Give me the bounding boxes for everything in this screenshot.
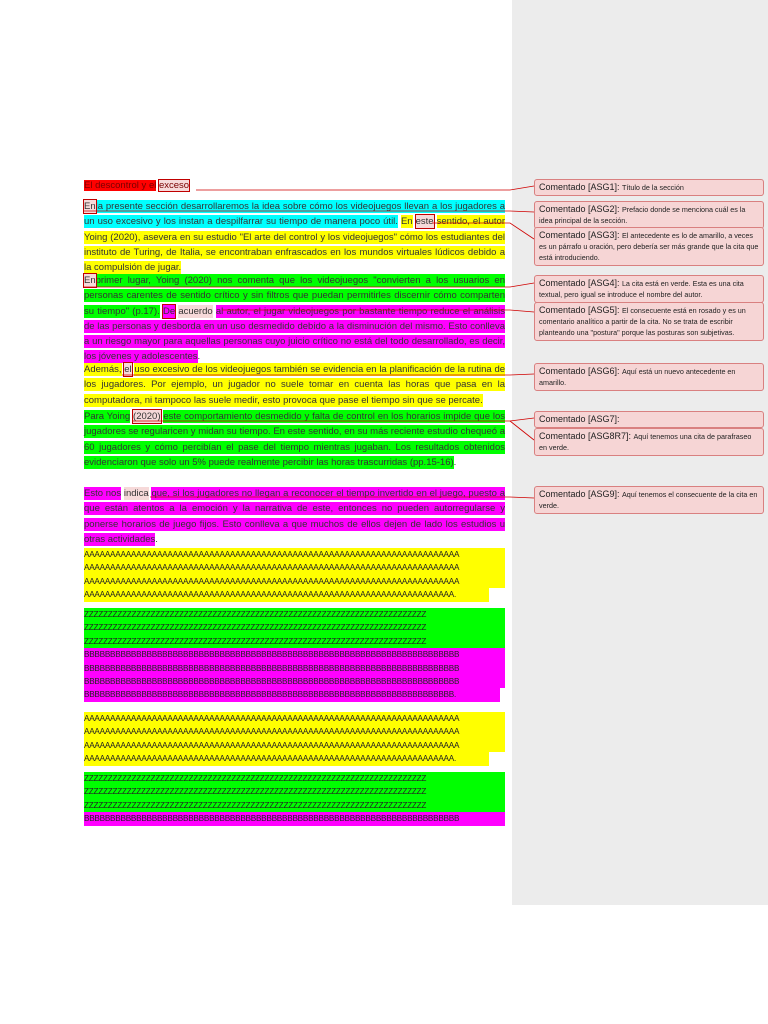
filler-line: ZZZZZZZZZZZZZZZZZZZZZZZZZZZZZZZZZZZZZZZZZZZZZZZZZZZZZZZZZZZZZZZZZZZZZZZZ <box>84 608 505 621</box>
filler-line: AAAAAAAAAAAAAAAAAAAAAAAAAAAAAAAAAAAAAAAAAAAAAAAAAAAAAAAAAAAAAAAAAAAAAAAA <box>84 548 505 561</box>
comment-text: El antecedente es lo de amarillo, a veces es un párrafo u oración, pero debería ser más grande que la cita que está introduciendo. <box>539 231 759 262</box>
filler-line: AAAAAAAAAAAAAAAAAAAAAAAAAAAAAAAAAAAAAAAAAAAAAAAAAAAAAAAAAAAAAAAAAAAAAAAA <box>84 739 505 752</box>
p2-en: En <box>84 275 96 286</box>
comment-asg5[interactable] <box>534 302 764 341</box>
comment-label: Comentado [ASG6]: <box>539 366 620 376</box>
comment-text: Prefacio donde se menciona cuál es la idea principal de la sección. <box>539 205 746 225</box>
comment-asg1[interactable] <box>534 179 764 196</box>
filler-line: ZZZZZZZZZZZZZZZZZZZZZZZZZZZZZZZZZZZZZZZZZZZZZZZZZZZZZZZZZZZZZZZZZZZZZZZZ <box>84 621 505 634</box>
p2-quote: primer lugar, Yoing (2020) nos comenta que los videojuegos "convierten a los usuarios en personas carentes de sentido crítico y sin filtros que puedan permitirles discernir cómo comparten su tiempo" (p.17). <box>84 275 505 317</box>
comment-asg3[interactable] <box>534 227 764 266</box>
comment-text: Título de la sección <box>621 183 684 192</box>
filler-line: BBBBBBBBBBBBBBBBBBBBBBBBBBBBBBBBBBBBBBBBBBBBBBBBBBBBBBBBBBBBBBBBBBBBBBBB <box>84 648 505 661</box>
paragraph-3[interactable] <box>84 362 505 408</box>
p1-en: En <box>400 216 413 228</box>
filler-block-zb1[interactable] <box>84 608 505 702</box>
comment-label: Comentado [ASG1]: <box>539 182 620 192</box>
p4-paraphrase: este comportamiento desmedido y falta de control en los horarios impide que los jugadores se regularicen y midan su tiempo. En este sentido, en su más reciente estudio chequeó a 60 jugadores y cómo percibían el pase del tiempo mientras jugaban. Los resultados obtenidos evidenciaron que solo un 5% puede realmente percibir las horas trascurridas (pp.15-16) <box>84 411 505 468</box>
paragraph-4[interactable] <box>84 409 505 470</box>
section-title[interactable] <box>84 179 189 192</box>
filler-line: ZZZZZZZZZZZZZZZZZZZZZZZZZZZZZZZZZZZZZZZZZZZZZZZZZZZZZZZZZZZZZZZZZZZZZZZZ <box>84 799 505 812</box>
comment-asg9[interactable] <box>534 486 764 514</box>
p1-anchor-en: En <box>84 201 96 212</box>
title-part-2: exceso <box>158 180 190 191</box>
p4-para-yoing: Para Yoing <box>84 411 131 422</box>
comment-text: Aquí está un nuevo antecedente en amarillo. <box>539 367 736 387</box>
filler-line: BBBBBBBBBBBBBBBBBBBBBBBBBBBBBBBBBBBBBBBBBBBBBBBBBBBBBBBBBBBBBBBBBBBBBBB. <box>84 688 500 701</box>
comment-label: Comentado [ASG2]: <box>539 204 620 214</box>
filler-block-a1[interactable] <box>84 548 505 602</box>
comment-label: Comentado [ASG8R7]: <box>539 431 632 441</box>
p5-consequent: que, si los jugadores no llegan a reconocer el tiempo invertido en el juego, puesto a que están atentos a la emoción y la narrativa de este, entonces no pueden autorregularse y ponerse horarios de juego fijos. Esto conlleva a que muchos de ellos dejen de lado los estudios u otras actividades <box>84 488 506 545</box>
filler-line: AAAAAAAAAAAAAAAAAAAAAAAAAAAAAAAAAAAAAAAAAAAAAAAAAAAAAAAAAAAAAAAAAAAAAAA. <box>84 588 489 601</box>
title-part-1: El descontrol y el <box>84 180 157 191</box>
comment-asg7[interactable] <box>534 411 764 428</box>
p2-consequent: al autor, el jugar videojuegos por bastante tiempo reduce el análisis de las personas y desborda en un uso desmedido debido a la disminución del mismo. Esto conlleva a un riesgo mayor para aquellas personas cuyo juicio crítico no está del todo desarrollado, es decir, los jóvenes y adolescentes <box>84 305 506 363</box>
comment-label: Comentado [ASG7]: <box>539 414 620 424</box>
paragraph-5[interactable] <box>84 486 505 547</box>
comment-asg2[interactable] <box>534 201 764 229</box>
p5-esto-nos: Esto nos <box>84 488 122 499</box>
filler-line: AAAAAAAAAAAAAAAAAAAAAAAAAAAAAAAAAAAAAAAAAAAAAAAAAAAAAAAAAAAAAAAAAAAAAAAA <box>84 712 505 725</box>
p3-antecedent: uso excesivo de los videojuegos también se evidencia en la planificación de la rutina de los jugadores. Por ejemplo, un jugador no suele tomar en cuenta las horas que pasa en la computadora, ni tampoco las suele medir, esto provoca que pase el tiempo sin que se percate. <box>84 364 506 406</box>
filler-line: AAAAAAAAAAAAAAAAAAAAAAAAAAAAAAAAAAAAAAAAAAAAAAAAAAAAAAAAAAAAAAAAAAAAAAAA <box>84 575 505 588</box>
p2-acuerdo: acuerdo <box>178 305 213 317</box>
p3-ademas: Además, <box>84 364 122 375</box>
comment-label: Comentado [ASG9]: <box>539 489 620 499</box>
filler-line: ZZZZZZZZZZZZZZZZZZZZZZZZZZZZZZZZZZZZZZZZZZZZZZZZZZZZZZZZZZZZZZZZZZZZZZZZ <box>84 772 505 785</box>
p3-el: el <box>124 364 132 375</box>
filler-block-zb2[interactable] <box>84 772 505 826</box>
filler-line: ZZZZZZZZZZZZZZZZZZZZZZZZZZZZZZZZZZZZZZZZZZZZZZZZZZZZZZZZZZZZZZZZZZZZZZZZ <box>84 785 505 798</box>
filler-line: AAAAAAAAAAAAAAAAAAAAAAAAAAAAAAAAAAAAAAAAAAAAAAAAAAAAAAAAAAAAAAAAAAAAAAAA <box>84 725 505 738</box>
comment-text: Aquí tenemos el consecuente de la cita en verde. <box>539 490 758 510</box>
comment-label: Comentado [ASG4]: <box>539 278 620 288</box>
p5-indica: indica <box>123 488 149 499</box>
p2-de: De <box>162 305 176 317</box>
filler-line: BBBBBBBBBBBBBBBBBBBBBBBBBBBBBBBBBBBBBBBBBBBBBBBBBBBBBBBBBBBBBBBBBBBBBBBB <box>84 812 505 825</box>
filler-line: ZZZZZZZZZZZZZZZZZZZZZZZZZZZZZZZZZZZZZZZZZZZZZZZZZZZZZZZZZZZZZZZZZZZZZZZZ <box>84 635 505 648</box>
comment-text: La cita está en verde. Esta es una cita textual, pero igual se introduce el nombre del autor. <box>539 279 744 299</box>
p4-year: (2020) <box>133 411 161 422</box>
comment-text: Aquí tenemos una cita de parafraseo en verde. <box>539 432 752 452</box>
p1-este: este <box>415 216 434 228</box>
p1-preface: la presente sección desarrollaremos la idea sobre cómo los videojuegos llevan a los jugadores a un uso excesivo y los instan a despilfarrar su tiempo de manera poco útil. <box>84 201 505 228</box>
p1-antecedent: sentido, el autor Yoing (2020), asevera en su estudio "El arte del control y los videojuegos" cómo los estudiantes del instituto de Turing, de Italia, se encontraban enfrascados en los mundos virtuales lúdicos debido a la compulsión de jugar. <box>84 216 505 274</box>
filler-block-a2[interactable] <box>84 712 505 766</box>
filler-line: BBBBBBBBBBBBBBBBBBBBBBBBBBBBBBBBBBBBBBBBBBBBBBBBBBBBBBBBBBBBBBBBBBBBBBBB <box>84 662 505 675</box>
paragraph-1[interactable] <box>84 199 505 275</box>
p4-period: . <box>453 456 457 468</box>
filler-line: AAAAAAAAAAAAAAAAAAAAAAAAAAAAAAAAAAAAAAAAAAAAAAAAAAAAAAAAAAAAAAAAAAAAAAA. <box>84 752 489 765</box>
comment-label: Comentado [ASG3]: <box>539 230 620 240</box>
comment-asg4[interactable] <box>534 275 764 303</box>
comment-text: El consecuente está en rosado y es un comentario analítico a partir de la cita. No se trata de escribir planteando una "postura" porque las posturas son subjetivas. <box>539 306 746 337</box>
filler-line: AAAAAAAAAAAAAAAAAAAAAAAAAAAAAAAAAAAAAAAAAAAAAAAAAAAAAAAAAAAAAAAAAAAAAAAA <box>84 561 505 574</box>
p5-period: . <box>155 533 158 545</box>
paragraph-2[interactable] <box>84 273 505 365</box>
filler-line: BBBBBBBBBBBBBBBBBBBBBBBBBBBBBBBBBBBBBBBBBBBBBBBBBBBBBBBBBBBBBBBBBBBBBBBB <box>84 675 505 688</box>
comment-label: Comentado [ASG5]: <box>539 305 620 315</box>
comment-asg6[interactable] <box>534 363 764 391</box>
comment-asg8r7[interactable] <box>534 428 764 456</box>
p2-period: . <box>197 351 201 363</box>
